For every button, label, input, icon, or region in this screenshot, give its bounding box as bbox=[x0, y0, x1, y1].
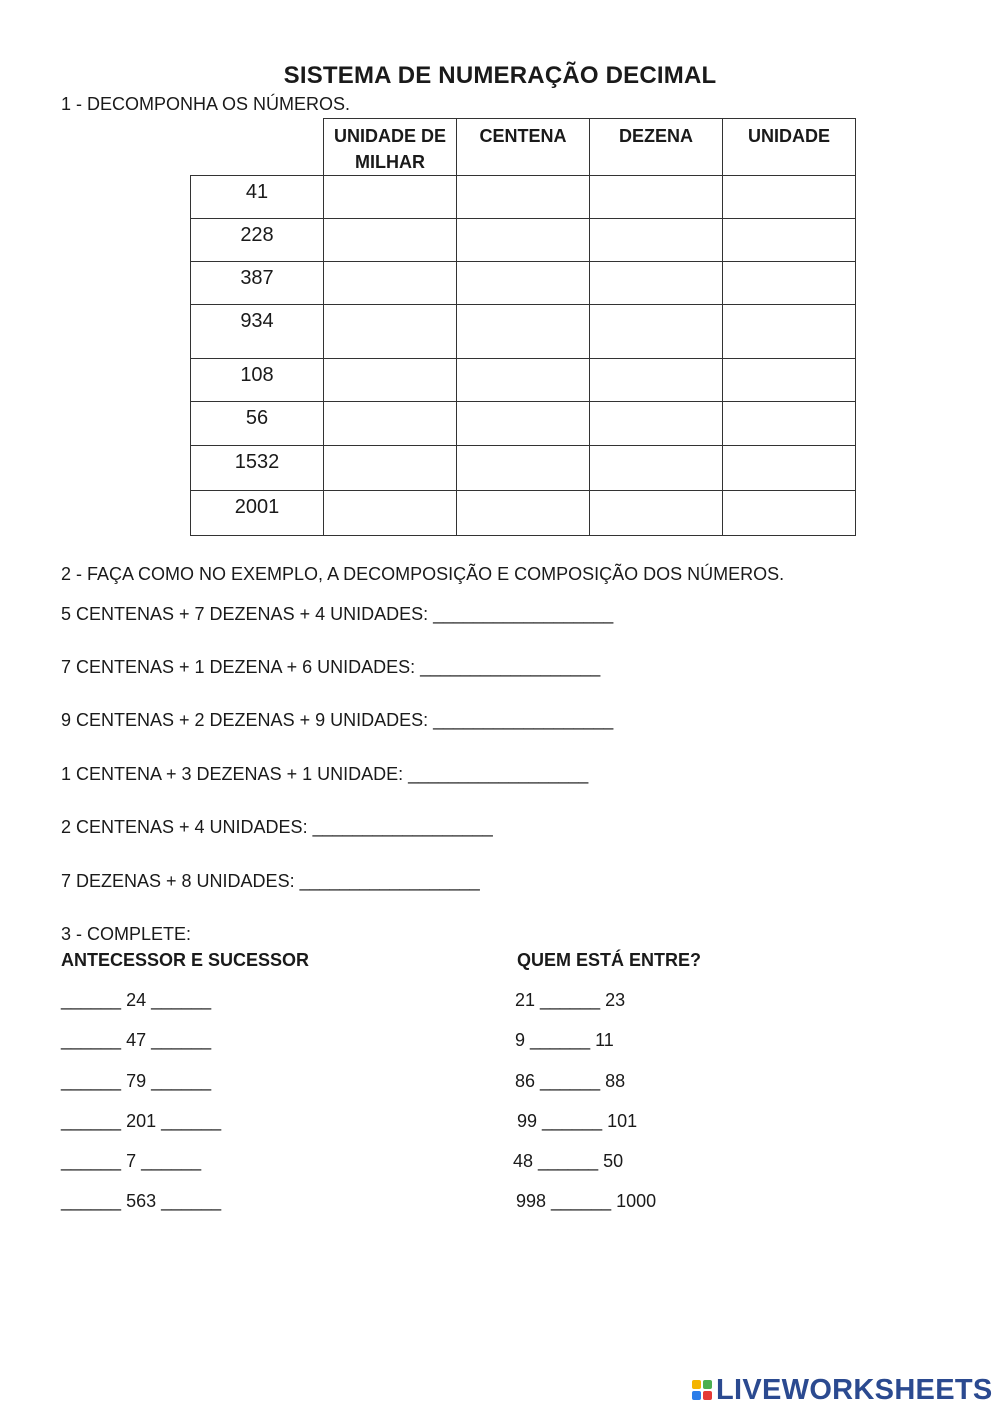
table-row bbox=[191, 176, 856, 219]
answer-cell-unidade[interactable] bbox=[723, 219, 856, 262]
answer-cell-unidade[interactable] bbox=[723, 305, 856, 359]
table-header-row bbox=[191, 119, 856, 176]
table-row bbox=[191, 359, 856, 402]
answer-cell-milhar[interactable] bbox=[324, 491, 457, 536]
between-item[interactable]: 998 ______ 1000 bbox=[516, 1191, 657, 1211]
page-title: SISTEMA DE NUMERAÇÃO DECIMAL bbox=[283, 62, 717, 89]
number-cell: 228 bbox=[191, 219, 324, 262]
answer-cell-dezena[interactable] bbox=[590, 491, 723, 536]
answer-cell-centena[interactable] bbox=[457, 446, 590, 491]
composition-item[interactable]: 7 DEZENAS + 8 UNIDADES: __________________ bbox=[61, 871, 480, 891]
predecessor-successor-item[interactable]: ______ 563 ______ bbox=[61, 1191, 222, 1211]
table-row bbox=[191, 402, 856, 446]
answer-cell-dezena[interactable] bbox=[590, 402, 723, 446]
logo-square-l bbox=[692, 1380, 701, 1389]
right-heading: QUEM ESTÁ ENTRE? bbox=[517, 950, 702, 970]
answer-cell-unidade[interactable] bbox=[723, 176, 856, 219]
composition-item[interactable]: 2 CENTENAS + 4 UNIDADES: __________________ bbox=[61, 817, 493, 837]
composition-item[interactable]: 7 CENTENAS + 1 DEZENA + 6 UNIDADES: __________________ bbox=[61, 657, 601, 677]
answer-cell-centena[interactable] bbox=[457, 491, 590, 536]
between-item[interactable]: 21 ______ 23 bbox=[515, 990, 626, 1010]
header-unidade: UNIDADE bbox=[723, 119, 856, 176]
predecessor-successor-item[interactable]: ______ 47 ______ bbox=[61, 1030, 212, 1050]
answer-cell-dezena[interactable] bbox=[590, 305, 723, 359]
answer-cell-dezena[interactable] bbox=[590, 219, 723, 262]
answer-cell-unidade[interactable] bbox=[723, 402, 856, 446]
header-unidade-de-milhar: UNIDADE DE MILHAR bbox=[324, 119, 457, 176]
number-cell: 1532 bbox=[191, 446, 324, 491]
q2-label: 2 - FAÇA COMO NO EXEMPLO, A DECOMPOSIÇÃO E COMPOSIÇÃO DOS NÚMEROS. bbox=[61, 564, 785, 584]
between-item[interactable]: 48 ______ 50 bbox=[513, 1151, 624, 1171]
table-row bbox=[191, 262, 856, 305]
answer-cell-centena[interactable] bbox=[457, 359, 590, 402]
answer-cell-unidade[interactable] bbox=[723, 491, 856, 536]
liveworksheets-logo bbox=[692, 1374, 993, 1406]
left-heading: ANTECESSOR E SUCESSOR bbox=[61, 950, 310, 970]
predecessor-successor-item[interactable]: ______ 7 ______ bbox=[61, 1151, 202, 1171]
table-row bbox=[191, 305, 856, 359]
answer-cell-centena[interactable] bbox=[457, 219, 590, 262]
answer-cell-milhar[interactable] bbox=[324, 262, 457, 305]
answer-cell-dezena[interactable] bbox=[590, 359, 723, 402]
answer-cell-milhar[interactable] bbox=[324, 305, 457, 359]
predecessor-successor-item[interactable]: ______ 79 ______ bbox=[61, 1071, 212, 1091]
number-cell: 934 bbox=[191, 305, 324, 359]
predecessor-successor-item[interactable]: ______ 24 ______ bbox=[61, 990, 212, 1010]
table-corner-cell bbox=[191, 119, 324, 176]
table-row bbox=[191, 446, 856, 491]
answer-cell-dezena[interactable] bbox=[590, 176, 723, 219]
liveworksheets-logo-mark bbox=[692, 1380, 712, 1400]
q1-label: 1 - DECOMPONHA OS NÚMEROS. bbox=[61, 94, 351, 114]
predecessor-successor-item[interactable]: ______ 201 ______ bbox=[61, 1111, 222, 1131]
table-row bbox=[191, 219, 856, 262]
answer-cell-dezena[interactable] bbox=[590, 262, 723, 305]
between-item[interactable]: 86 ______ 88 bbox=[515, 1071, 626, 1091]
composition-item[interactable]: 1 CENTENA + 3 DEZENAS + 1 UNIDADE: __________________ bbox=[61, 764, 589, 784]
between-item[interactable]: 9 ______ 11 bbox=[515, 1030, 614, 1050]
number-cell: 2001 bbox=[191, 491, 324, 536]
number-cell: 41 bbox=[191, 176, 324, 219]
answer-cell-centena[interactable] bbox=[457, 402, 590, 446]
composition-item[interactable]: 9 CENTENAS + 2 DEZENAS + 9 UNIDADES: __________________ bbox=[61, 710, 614, 730]
number-cell: 56 bbox=[191, 402, 324, 446]
table-row bbox=[191, 491, 856, 536]
number-cell: 387 bbox=[191, 262, 324, 305]
composition-item[interactable]: 5 CENTENAS + 7 DEZENAS + 4 UNIDADES: __________________ bbox=[61, 604, 614, 624]
answer-cell-centena[interactable] bbox=[457, 176, 590, 219]
answer-cell-unidade[interactable] bbox=[723, 359, 856, 402]
answer-cell-unidade[interactable] bbox=[723, 446, 856, 491]
answer-cell-milhar[interactable] bbox=[324, 176, 457, 219]
answer-cell-centena[interactable] bbox=[457, 305, 590, 359]
between-item[interactable]: 99 ______ 101 bbox=[517, 1111, 638, 1131]
answer-cell-milhar[interactable] bbox=[324, 446, 457, 491]
header-dezena: DEZENA bbox=[590, 119, 723, 176]
answer-cell-milhar[interactable] bbox=[324, 359, 457, 402]
answer-cell-milhar[interactable] bbox=[324, 219, 457, 262]
decomposition-table bbox=[190, 118, 856, 536]
answer-cell-dezena[interactable] bbox=[590, 446, 723, 491]
q3-label: 3 - COMPLETE: bbox=[61, 924, 192, 944]
answer-cell-milhar[interactable] bbox=[324, 402, 457, 446]
answer-cell-centena[interactable] bbox=[457, 262, 590, 305]
logo-square-i bbox=[703, 1380, 712, 1389]
number-cell: 108 bbox=[191, 359, 324, 402]
answer-cell-unidade[interactable] bbox=[723, 262, 856, 305]
logo-text: LIVEWORKSHEETS bbox=[716, 1373, 993, 1406]
header-centena: CENTENA bbox=[457, 119, 590, 176]
logo-square-v bbox=[692, 1391, 701, 1400]
logo-square-e bbox=[703, 1391, 712, 1400]
